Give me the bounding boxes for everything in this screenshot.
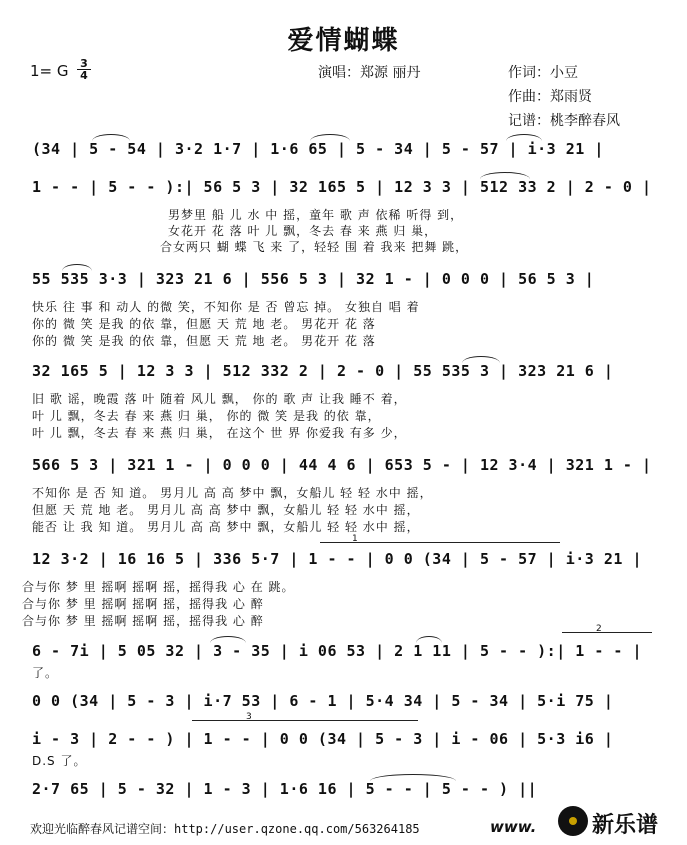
key-signature: 1= G: [30, 62, 69, 80]
volta-1-label: 1: [352, 534, 358, 544]
lyric-row-6-verse-2: 合与你 梦 里 摇啊 摇啊 摇，摇得我 心 醉: [22, 597, 264, 611]
lyric-row-7: 了。: [32, 666, 59, 680]
meter-bottom: 4: [77, 69, 91, 81]
volta-bracket-3: [192, 720, 418, 721]
transcriber: 记谱：桃李醉春风: [508, 113, 620, 129]
lyric-row-3-verse-3: 你的 微 笑 是我 的依 靠，但愿 天 荒 地 老。 男花开 花 落: [32, 334, 376, 348]
lyric-row-2-verse-2: 女花开 花 落 叶 儿 飘，冬去 春 来 燕 归 巢，: [168, 224, 438, 238]
lyric-row-2-verse-1: 男梦里 船 儿 水 中 摇，童年 歌 声 依稀 听得 到，: [168, 208, 464, 222]
score-row-10: 2·7 65 | 5 - 32 | 1 - 3 | 1·6 16 | 5 - - | 5 - - ) ||: [32, 780, 538, 798]
lyric-row-4-verse-3: 叶 儿 飘，冬去 春 来 燕 归 巢， 在这个 世 界 你爱我 有多 少，: [32, 426, 407, 440]
slur: [370, 774, 456, 781]
score-row-2: 1 - - | 5 - - ):| 56 5 3 | 32 165 5 | 12 3 3 | 512 33 2 | 2 - 0 |: [32, 178, 652, 196]
slur: [506, 134, 542, 141]
lyric-row-9: D.S 了。: [32, 754, 87, 768]
score-row-7: 6 - 7i | 5 05 32 | 3 - 35 | i 06 53 | 2 1 11 | 5 - - ):| 1 - - |: [32, 642, 642, 660]
lyric-row-6-verse-3: 合与你 梦 里 摇啊 摇啊 摇，摇得我 心 醉: [22, 614, 264, 628]
lyric-row-6-verse-1: 合与你 梦 里 摇啊 摇啊 摇，摇得我 心 在 跳。: [22, 580, 295, 594]
song-title: 爱情蝴蝶: [287, 26, 400, 56]
lyric-row-4-verse-1: 旧 歌 谣，晚霞 落 叶 随着 风儿 飘， 你的 歌 声 让我 睡不 着，: [32, 392, 407, 406]
footer-credit: 欢迎光临醉春风记谱空间：http://user.qzone.qq.com/563264185: [30, 822, 420, 836]
volta-3-label: 3: [246, 712, 252, 722]
slur: [92, 134, 130, 141]
score-row-3: 55 535 3·3 | 323 21 6 | 556 5 3 | 32 1 - | 0 0 0 | 56 5 3 |: [32, 270, 595, 288]
slur: [62, 264, 92, 271]
lyric-row-5-verse-1: 不知你 是 否 知 道。 男月儿 高 高 梦中 飘，女船儿 轻 轻 水中 摇，: [32, 486, 433, 500]
meter-top: 3: [80, 57, 88, 70]
singers: 演唱：郑源 丽丹: [318, 65, 421, 81]
lyric-row-3-verse-2: 你的 微 笑 是我 的依 靠，但愿 天 荒 地 老。 男花开 花 落: [32, 317, 376, 331]
slur: [310, 134, 350, 141]
composer: 作曲：郑雨贤: [508, 89, 592, 105]
volta-bracket-2: [562, 632, 652, 633]
lyric-row-5-verse-3: 能否 让 我 知 道。 男月儿 高 高 梦中 飘，女船儿 轻 轻 水中 摇，: [32, 520, 420, 534]
score-row-4: 32 165 5 | 12 3 3 | 512 332 2 | 2 - 0 | 55 535 3 | 323 21 6 |: [32, 362, 614, 380]
lyric-row-2-verse-3: 合女两只 蝴 蝶 飞 来 了，轻轻 围 着 我来 把舞 跳，: [160, 240, 469, 254]
score-row-1: (34 | 5 - 54 | 3·2 1·7 | 1·6 65 | 5 - 34 | 5 - 57 | i·3 21 |: [32, 140, 604, 158]
score-row-6: 12 3·2 | 16 16 5 | 336 5·7 | 1 - - | 0 0 (34 | 5 - 57 | i·3 21 |: [32, 550, 642, 568]
record-disc-icon: [558, 806, 588, 836]
logo-brand: 新乐谱: [592, 813, 659, 838]
logo-prefix: www.: [490, 818, 537, 836]
slur: [462, 356, 500, 363]
lyric-row-4-verse-2: 叶 儿 飘，冬去 春 来 燕 归 巢， 你的 微 笑 是我 的依 靠，: [32, 409, 381, 423]
lyricist: 作词：小豆: [508, 65, 578, 81]
site-logo[interactable]: [488, 804, 678, 840]
slur: [480, 172, 530, 179]
lyric-row-5-verse-2: 但愿 天 荒 地 老。 男月儿 高 高 梦中 飘，女船儿 轻 轻 水中 摇，: [32, 503, 420, 517]
slur: [416, 636, 442, 643]
score-row-8: 0 0 (34 | 5 - 3 | i·7 53 | 6 - 1 | 5·4 34 | 5 - 34 | 5·i 75 |: [32, 692, 614, 710]
lyric-row-3-verse-1: 快乐 往 事 和 动人 的微 笑，不知你 是 否 曾忘 掉。 女独自 唱 着: [32, 300, 420, 314]
score-row-5: 566 5 3 | 321 1 - | 0 0 0 | 44 4 6 | 653 5 - | 12 3·4 | 321 1 - |: [32, 456, 652, 474]
slur: [210, 636, 246, 643]
time-signature: [77, 58, 91, 81]
score-row-9: i - 3 | 2 - - ) | 1 - - | 0 0 (34 | 5 - 3 | i - 06 | 5·3 i6 |: [32, 730, 614, 748]
volta-2-label: 2: [596, 624, 602, 634]
